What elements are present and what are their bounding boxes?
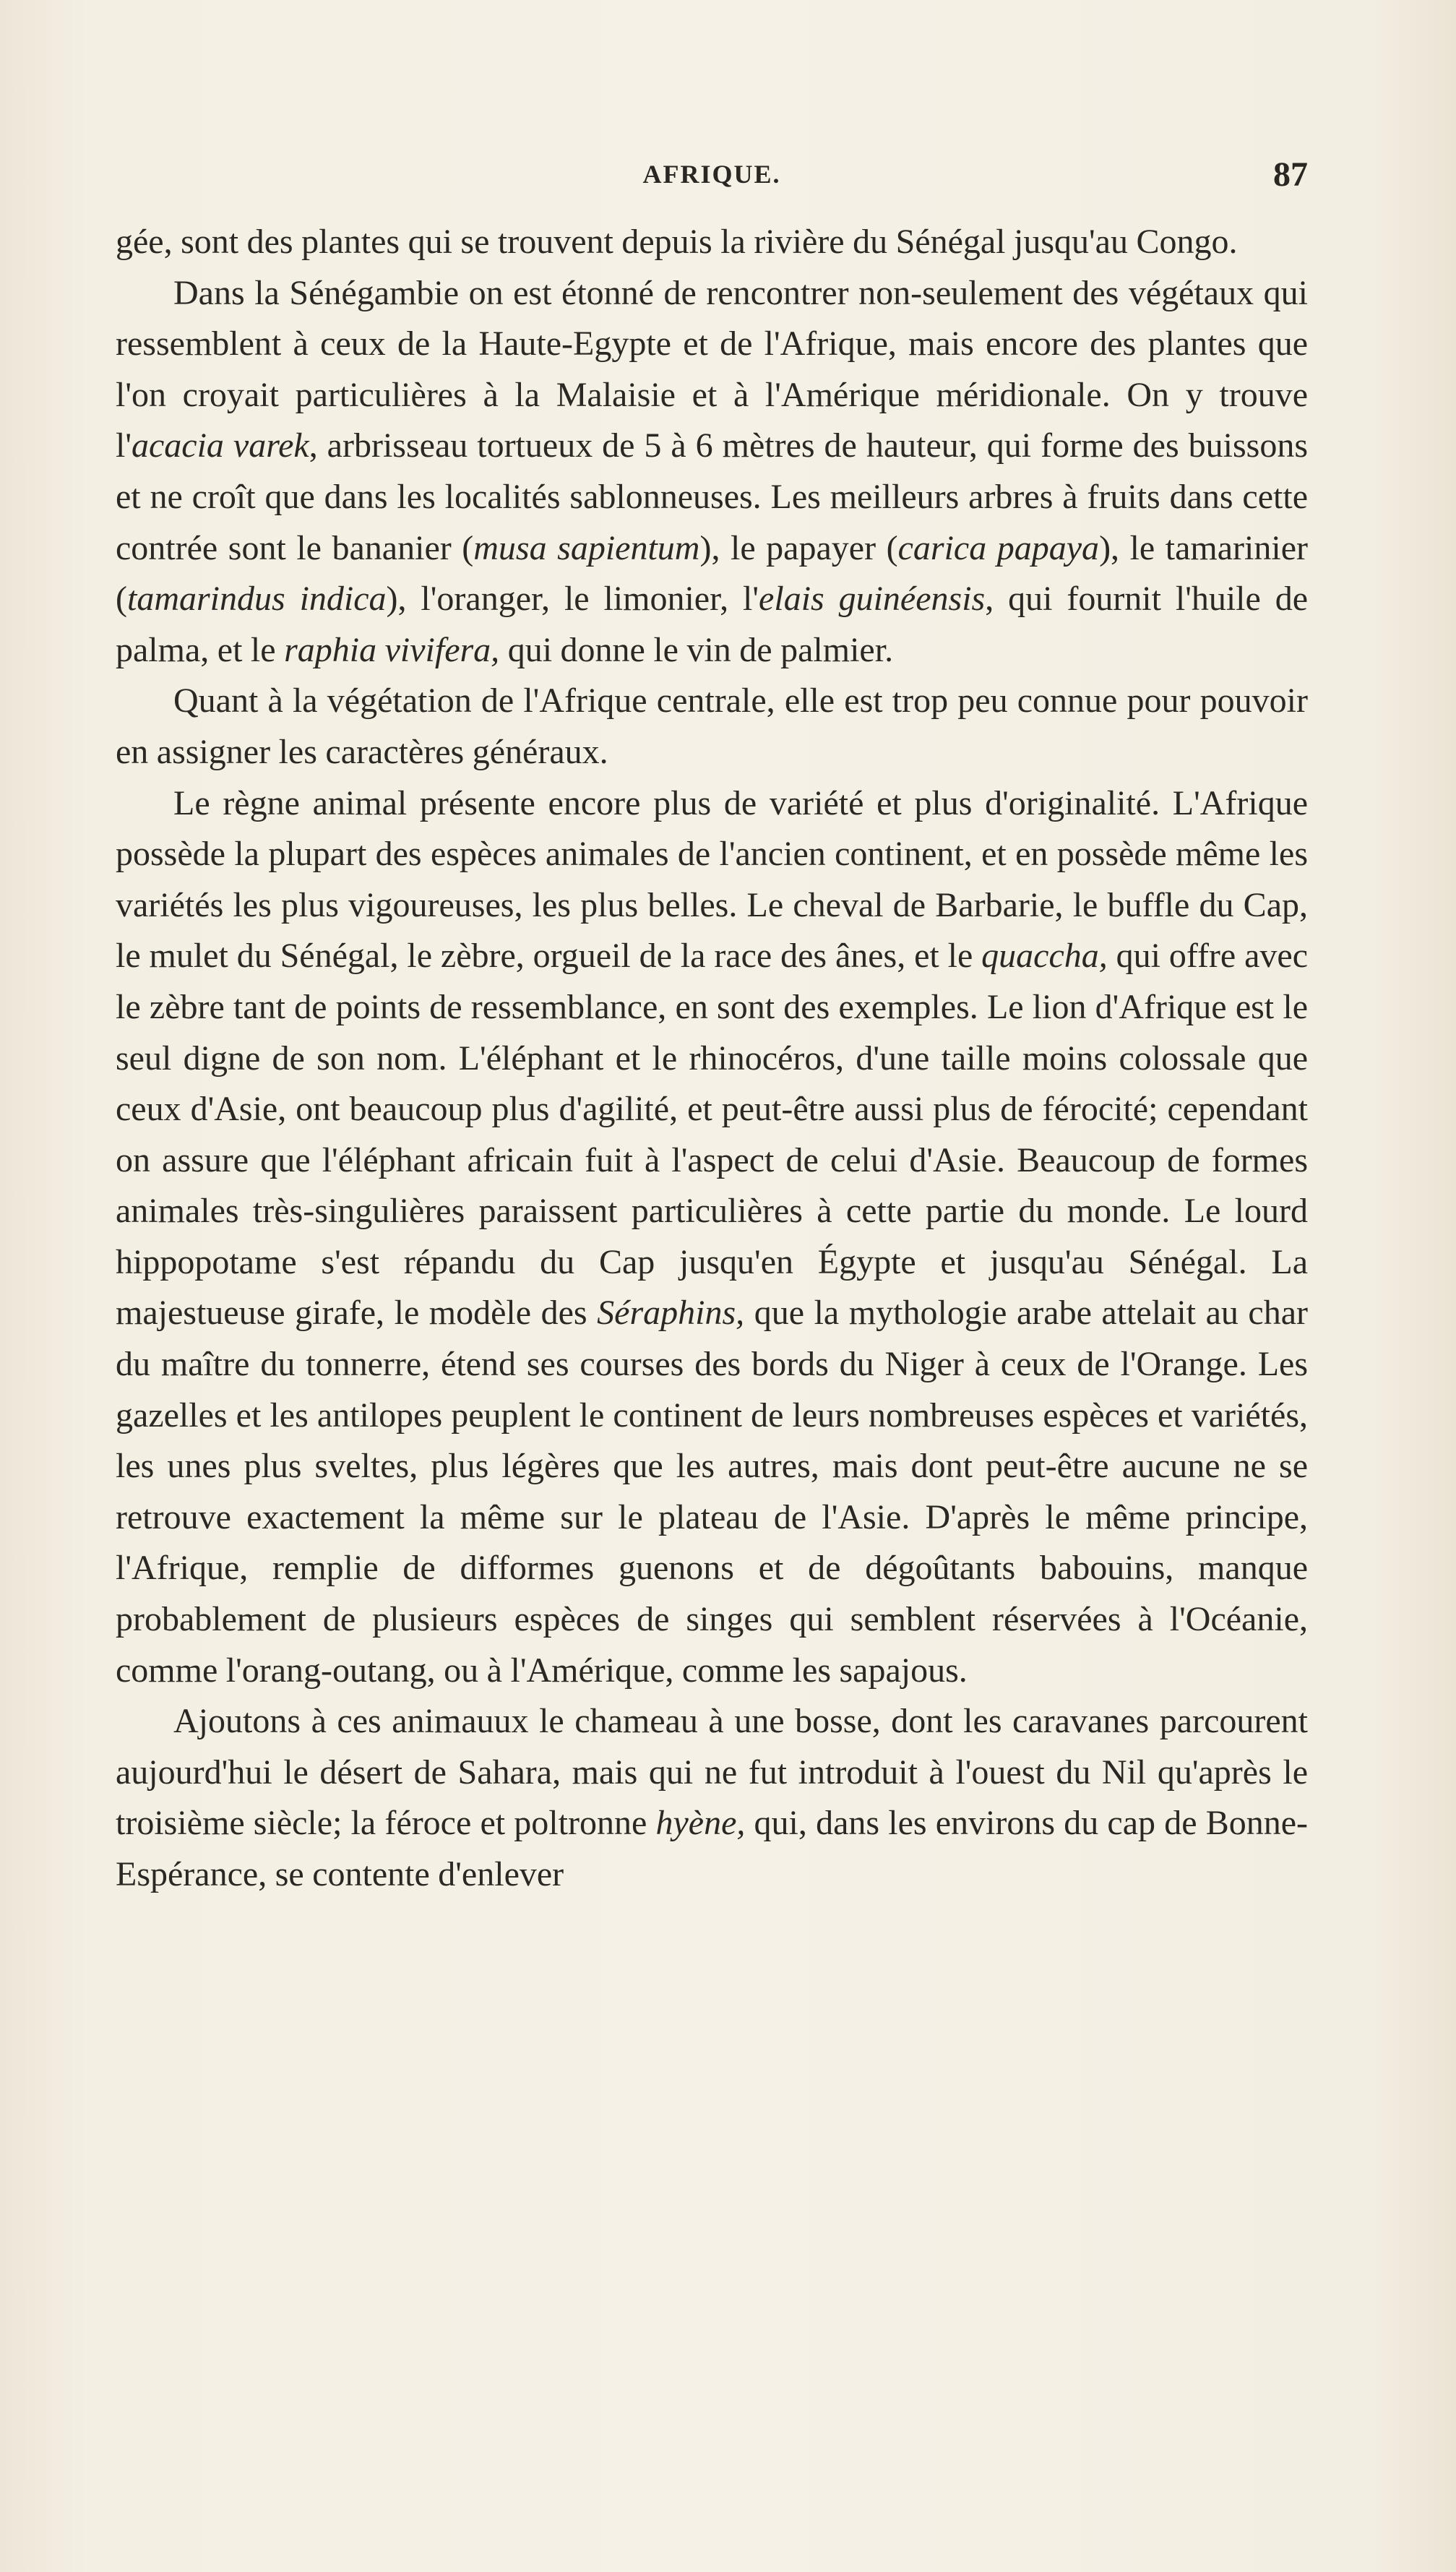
body-text bbox=[116, 217, 1308, 1901]
paragraph-4 bbox=[116, 778, 1308, 1697]
taxon-acacia-varek: acacia varek bbox=[131, 426, 309, 465]
taxon-musa-sapientum: musa sapientum bbox=[473, 528, 700, 567]
taxon-raphia-vivifera: raphia vivifera, bbox=[284, 630, 500, 669]
paragraph-1 bbox=[116, 217, 1308, 268]
paragraph-4-text: qui offre avec le zèbre tant de points de ressemblance, en sont des exemples. Le lion d'Afrique est le seul digne de son nom. L'éléphant et le rhinocéros, d'une taille moins colossale que ceux d'Asie, ont beaucoup plus d'agilité, et peut-être aussi plus de férocité; cependant on assure que l'éléphant africain fuit à l'aspect de celui d'Asie. Beaucoup de formes animales très-singulières paraissent particulières à cette partie du monde. Le lourd hippopotame s'est répandu du Cap jusqu'en Égypte et jusqu'au Sénégal. La majestueuse girafe, le modèle des bbox=[116, 937, 1309, 1333]
paragraph-2-text: ), le papayer ( bbox=[699, 528, 898, 567]
taxon-tamarindus-indica: tamarindus indica bbox=[126, 580, 387, 619]
paragraph-4-text: que la mythologie arabe attelait au char du maître du tonnerre, étend ses courses des bords du Niger à ceux de l'Orange. Les gazelles et les antilopes peuplent le continent de leurs nombreuses espèces et variétés, les unes plus sveltes, plus légères que les autres, mais dont peut-être aucune ne se retrouve exactement la même sur le plateau de l'Asie. D'après le même principe, l'Afrique, remplie de difformes guenons et de dégoûtants babouins, manque probablement de plusieurs espèces de singes qui semblent réservées à l'Océanie, comme l'orang-outang, ou à l'Amérique, comme les sapajous. bbox=[116, 1294, 1309, 1690]
paragraph-2-text: qui donne le vin de palmier. bbox=[499, 630, 894, 669]
page-header bbox=[116, 155, 1308, 210]
paragraph-2-text: Dans la Sénégambie on est étonné de rencontrer non-seulement des végétaux qui ressemblent à ceux de la Haute-Egypte et de l'Afrique, mais encore des plantes que l'on croyait particulières à la Malaisie et à l'Amérique méridionale. On y trouve l' bbox=[116, 273, 1308, 465]
taxon-elais-guineensis: elais guinéensis bbox=[759, 580, 986, 619]
paragraph-2-text: ), le tamarinier ( bbox=[116, 528, 1308, 619]
paragraph-5-text: qui, dans les environs du cap de Bonne-Espérance, se contente d'enlever bbox=[116, 1804, 1309, 1893]
paragraph-2-text: ), l'oranger, le limonier, l' bbox=[386, 580, 759, 619]
page-number: 87 bbox=[1273, 155, 1308, 194]
paragraph-5-text: Ajoutons à ces animauux le chameau à une bosse, dont les caravanes parcourent aujourd'hui le désert de Sahara, mais qui ne fut introduit à l'ouest du Nil qu'après le troisième siècle; la féroce et poltronne bbox=[116, 1702, 1308, 1843]
taxon-hyene: hyène, bbox=[655, 1804, 746, 1843]
paragraph-2-text: , qui fournit l'huile de palma, et le bbox=[116, 580, 1309, 669]
paragraph-1-text: gée, sont des plantes qui se trouvent depuis la rivière du Sénégal jusqu'au Congo. bbox=[116, 223, 1238, 261]
paragraph-2-text: , arbrisseau tortueux de 5 à 6 mètres de hauteur, qui forme des buissons et ne croît que dans les localités sablonneuses. Les meilleurs arbres à fruits dans cette contrée sont le bananier ( bbox=[116, 426, 1308, 567]
paragraph-3-text: Quant à la végétation de l'Afrique centrale, elle est trop peu connue pour pouvoir en assigner les caractères généraux. bbox=[116, 681, 1308, 771]
paragraph-4-text: Le règne animal présente encore plus de variété et plus d'originalité. L'Afrique possède la plupart des espèces animales de l'ancien continent, et en possède même les variétés les plus vigoureuses, les plus belles. Le cheval de Barbarie, le buffle du Cap, le mulet du Sénégal, le zèbre, orgueil de la race des ânes, et le bbox=[116, 783, 1308, 976]
paragraph-5 bbox=[116, 1696, 1308, 1900]
paragraph-2 bbox=[116, 268, 1308, 676]
taxon-quaccha: quaccha, bbox=[981, 937, 1108, 976]
running-head: AFRIQUE. bbox=[642, 160, 781, 189]
taxon-carica-papaya: carica papaya bbox=[897, 528, 1100, 567]
term-seraphins: Séraphins, bbox=[597, 1294, 745, 1333]
paragraph-3 bbox=[116, 676, 1308, 778]
